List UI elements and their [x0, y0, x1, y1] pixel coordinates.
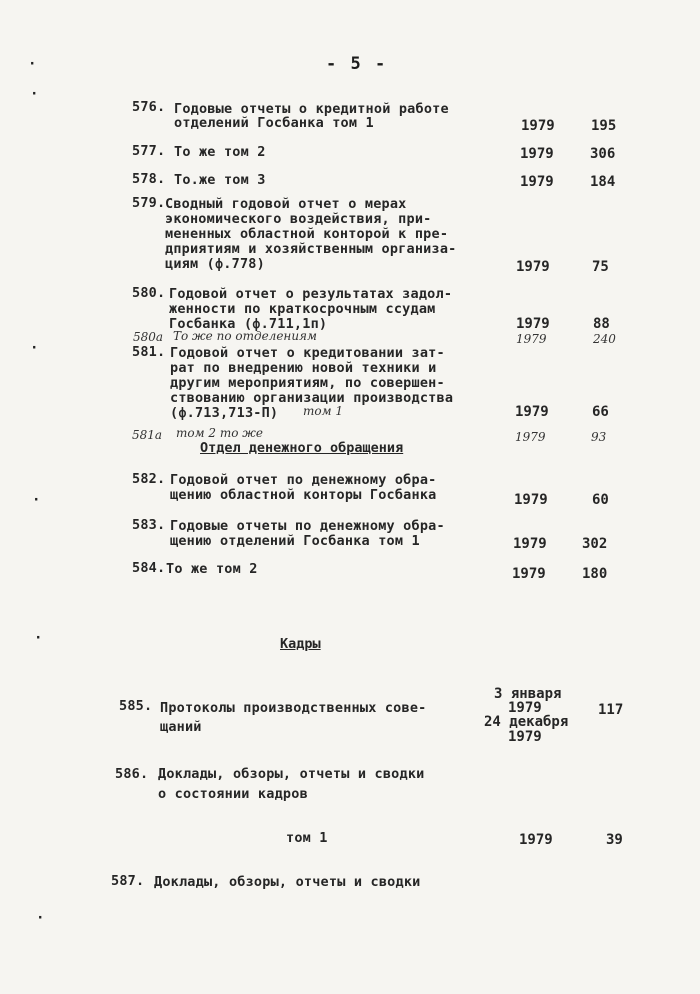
handwritten-count: 240: [593, 332, 616, 346]
entry-year: 1979: [512, 566, 546, 582]
entry-year: 1979: [519, 832, 553, 848]
entry-year: 1979: [516, 259, 550, 275]
volume-label: том 1: [286, 830, 328, 846]
entry-year: 1979: [520, 146, 554, 162]
entry-title-line: ствованию организации производства: [170, 390, 454, 406]
entry-title-line: Годовой отчет о результатах задол-: [169, 286, 453, 302]
entry-title-line: (ф.713,713-П): [170, 405, 279, 421]
entry-number: 576.: [132, 99, 166, 115]
entry-count: 195: [591, 118, 617, 134]
entry-year: 1979: [516, 316, 550, 332]
entry-count: 88: [593, 316, 610, 332]
entry-number: 577.: [132, 143, 166, 159]
entry-year: 1979: [515, 404, 549, 420]
handwritten-year: 1979: [516, 332, 547, 346]
entry-number: 583.: [132, 517, 166, 533]
entry-count: 75: [592, 259, 609, 275]
entry-title-line: женности по краткосрочным ссудам: [169, 301, 436, 317]
entry-count: 66: [592, 404, 609, 420]
handwritten-number: 581а: [132, 428, 163, 442]
entry-title-line: рат по внедрению новой техники и: [170, 360, 437, 376]
entry-number: 586.: [115, 766, 149, 782]
entry-year: 1979: [520, 174, 554, 190]
entry-number: 580.: [132, 285, 166, 301]
entry-count: 60: [592, 492, 609, 508]
entry-year: 1979: [521, 118, 555, 134]
entry-count: 302: [582, 536, 608, 552]
entry-title-line: щаний: [160, 719, 202, 735]
margin-mark: ·: [28, 56, 37, 72]
section-heading: Отдел денежного обращения: [200, 440, 404, 456]
margin-mark: ·: [36, 910, 45, 926]
entry-number: 578.: [132, 171, 166, 187]
handwritten-count: 93: [591, 430, 607, 444]
margin-mark: ·: [30, 86, 39, 102]
date-start: 3 января: [494, 686, 562, 702]
entry-title-line: Доклады, обзоры, отчеты и сводки: [158, 766, 425, 782]
entry-title-line: Годовой отчет о кредитовании зат-: [170, 345, 445, 361]
entry-count: 306: [590, 146, 616, 162]
entry-title-line: отделений Госбанка том 1: [174, 115, 374, 131]
handwritten-year: 1979: [515, 430, 546, 444]
entry-title-line: Протоколы производственных сове-: [160, 700, 427, 716]
entry-title-line: Сводный годовой отчет о мерах: [165, 196, 407, 212]
entry-number: 582.: [132, 471, 166, 487]
margin-mark: ·: [30, 340, 39, 356]
entry-number: 585.: [119, 698, 153, 714]
entry-title-line: циям (ф.778): [165, 256, 265, 272]
section-heading: Кадры: [280, 636, 321, 652]
date-end-year: 1979: [508, 729, 542, 745]
entry-count: 184: [590, 174, 616, 190]
entry-count: 39: [606, 832, 623, 848]
handwritten-volume: том 1: [303, 404, 344, 418]
entry-title-line: щению областной конторы Госбанка: [170, 487, 437, 503]
entry-number: 579.: [132, 195, 166, 211]
entry-title-line: щению отделений Госбанка том 1: [170, 533, 420, 549]
entry-title-line: другим мероприятиям, по совершен-: [170, 375, 445, 391]
margin-mark: ·: [32, 492, 41, 508]
handwritten-number: 580а: [133, 330, 164, 344]
entry-title-line: Годовые отчеты о кредитной работе: [174, 101, 449, 117]
entry-count: 117: [598, 702, 624, 718]
entry-title-line: Доклады, обзоры, отчеты и сводки: [154, 874, 421, 890]
entry-title-line: Госбанка (ф.711,1п): [169, 316, 328, 332]
entry-title-line: То же том 2: [174, 144, 266, 160]
handwritten-title: То же по отделениям: [173, 329, 317, 343]
entry-number: 581.: [132, 344, 166, 360]
entry-title-line: Годовые отчеты по денежному обра-: [170, 518, 445, 534]
entry-title-line: дприятиям и хозяйственным организа-: [165, 241, 457, 257]
handwritten-title: том 2 то же: [176, 426, 263, 440]
entry-year: 1979: [514, 492, 548, 508]
page-number: - 5 -: [326, 54, 388, 74]
entry-title-line: о состоянии кадров: [158, 786, 308, 802]
entry-number: 587.: [111, 873, 145, 889]
entry-count: 180: [582, 566, 608, 582]
entry-title-line: мененных областной конторой к пре-: [165, 226, 449, 242]
entry-title-line: экономического воздействия, при-: [165, 211, 432, 227]
date-end: 24 декабря: [484, 714, 569, 730]
margin-mark: ·: [34, 630, 43, 646]
date-start-year: 1979: [508, 700, 542, 716]
entry-title-line: То.же том 3: [174, 172, 266, 188]
entry-year: 1979: [513, 536, 547, 552]
entry-number: 584.: [132, 560, 166, 576]
entry-title-line: То же том 2: [166, 561, 258, 577]
entry-title-line: Годовой отчет по денежному обра-: [170, 472, 437, 488]
